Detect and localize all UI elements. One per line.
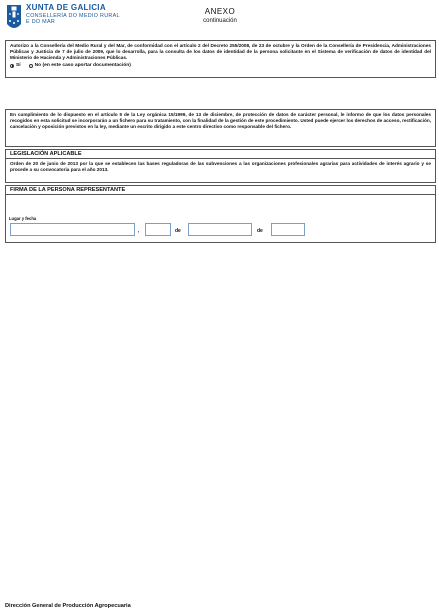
- brand-name: XUNTA DE GALICIA: [26, 3, 106, 12]
- subtitle: continuación: [203, 18, 237, 24]
- legislation-heading: LEGISLACIÓN APLICABLE: [6, 150, 435, 159]
- authorization-options: [10, 63, 431, 68]
- de-separator-2: de: [257, 228, 263, 234]
- department-name-cont: E DO MAR: [26, 19, 56, 26]
- data-protection-text: En cumplimiento de lo dispuesto en el artículo 5 de la Ley orgánica 15/1999, de 13 de diciembre, de protección de datos de carácter personal, le informo de que los datos personales recogidos en esta solicitud se incorporarán a un fichero para su tratamiento, con la finalidad de la gestión de este procedimiento. Usted puede ejercer los derechos de acceso, rectificación, cancelación y oposición previstos en la ley, mediante un escrito dirigido a este centro directivo como responsable del fichero.: [10, 112, 431, 130]
- day-field[interactable]: [145, 223, 171, 236]
- radio-yes-label: Sí: [16, 63, 21, 69]
- document-title: [190, 7, 250, 24]
- data-protection-section: [5, 109, 436, 147]
- department-name: CONSELLERÍA DO MEDIO RURAL: [26, 13, 120, 19]
- legislation-section: [5, 149, 436, 183]
- authorization-section: [5, 40, 436, 78]
- authorization-text: Autorizo a la Consellería del Medio Rural y del Mar, de conformidad con el artículo 2 del Decreto 255/2008, de 23 de octubre y la Orden de la Consellería de Presidencia, Administraciones Públicas y Justicia de 7 de julio de 2009, que lo desarrolla, para la consulta de los datos de identidad de la persona solicitante en el Sistema de verificación de datos de identidad del Ministerio de Hacienda y Administraciones Públicas.: [10, 43, 431, 61]
- comma-separator: ,: [138, 228, 140, 234]
- legislation-text: Orden de 20 de junio de 2013 por la que se establecen las bases reguladoras de las subvenciones a las organizaciones profesionales agrarias para actividades de interés agrario y se procede a su convocatoria para el año 2013.: [10, 161, 431, 173]
- place-field[interactable]: [10, 223, 135, 236]
- footer-text: Dirección General de Producción Agropecuaria: [5, 603, 131, 609]
- xunta-logo: [6, 4, 146, 36]
- signature-heading: FIRMA DE LA PERSONA REPRESENTANTE: [6, 186, 435, 195]
- place-date-label: Lugar y fecha: [9, 216, 37, 221]
- radio-no[interactable]: [29, 64, 33, 68]
- month-field[interactable]: [188, 223, 252, 236]
- galicia-shield-icon: [6, 4, 22, 32]
- radio-no-label: No (en este caso aportar documentación): [34, 63, 131, 69]
- title: ANEXO: [204, 7, 236, 16]
- de-separator-1: de: [175, 228, 181, 234]
- radio-yes[interactable]: [10, 64, 14, 68]
- year-field[interactable]: [271, 223, 305, 236]
